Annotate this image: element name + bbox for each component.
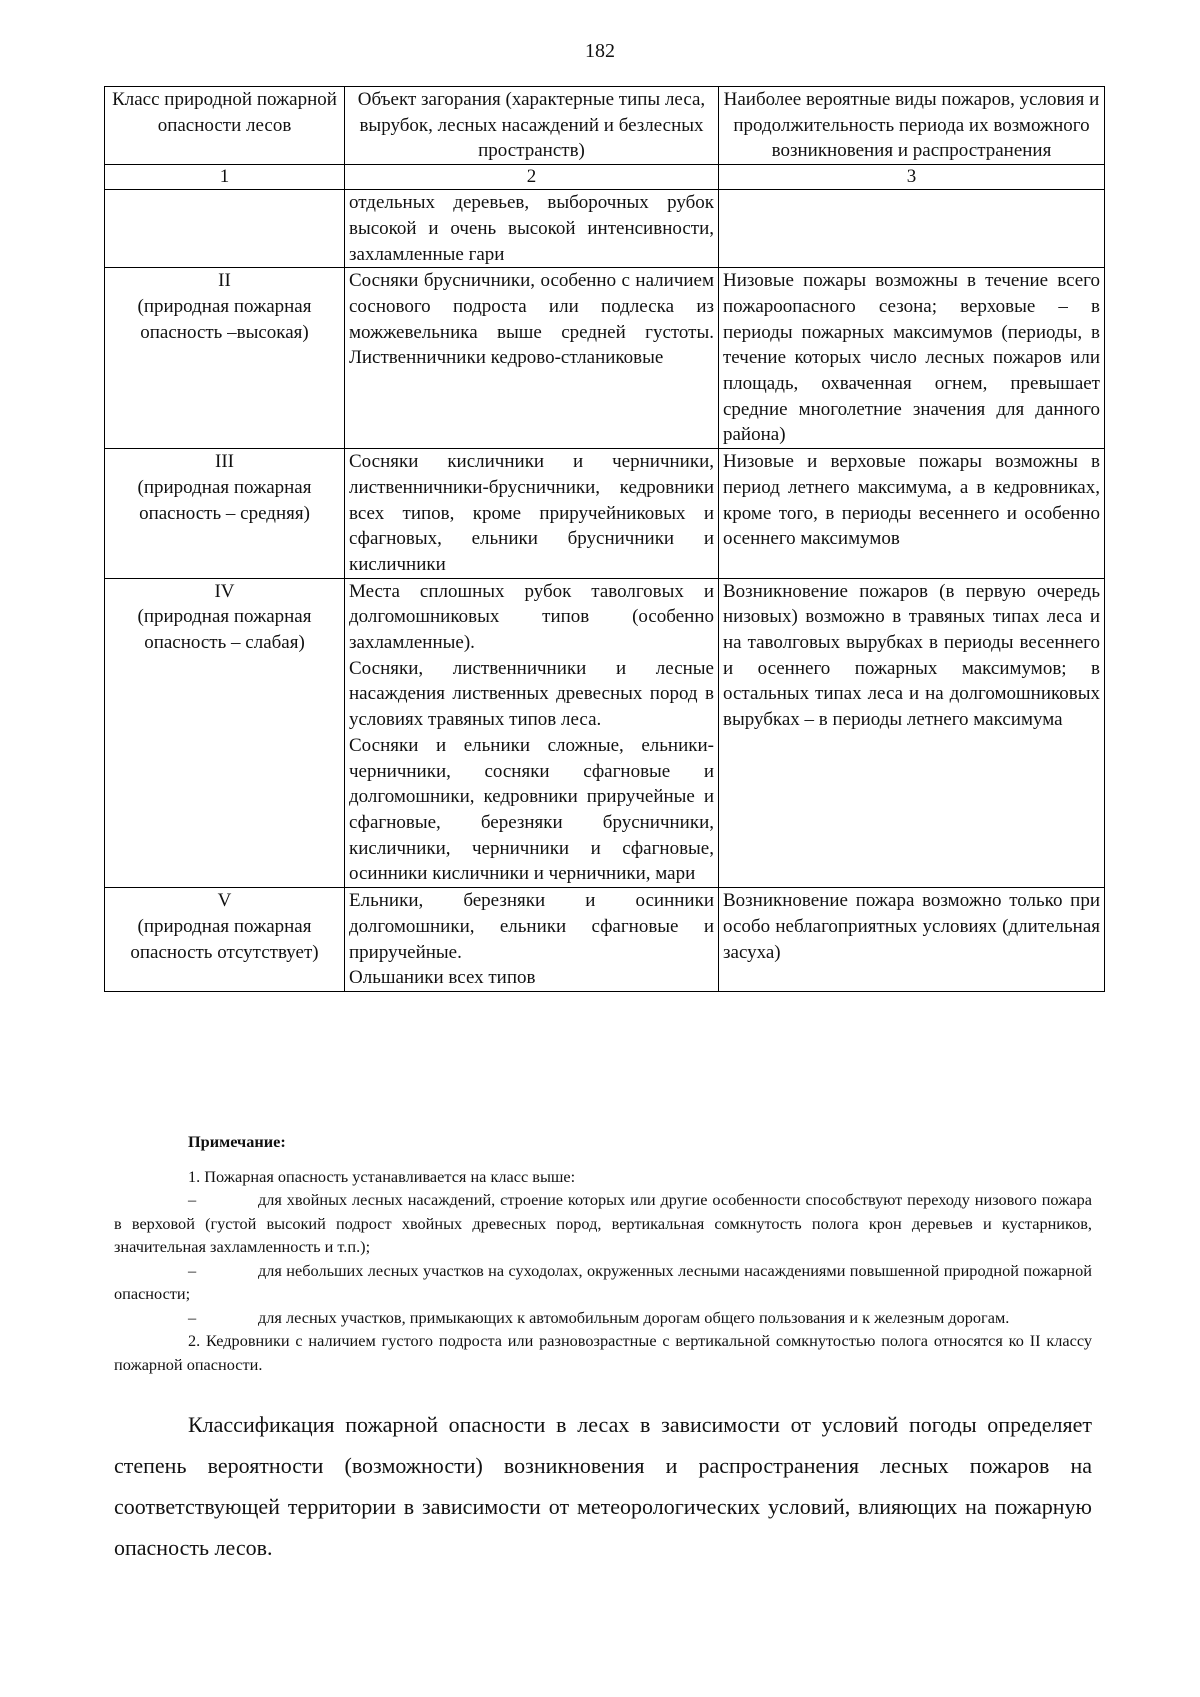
table-row <box>105 449 1105 579</box>
note-dash-text: для небольших лесных участков на суходолах, окруженных лесными насаждениями повышенной природной пожарной опасности; <box>114 1260 1092 1303</box>
object-text: Места сплошных рубок таволговых и долгомошниковых типов (особенно захламленные). <box>349 580 714 654</box>
object-text: Сосняки брусничники, особенно с наличием соснового подроста или подлеска из можжевельника выше средней густоты. Лиственничники кедрово-стланиковые <box>349 270 714 369</box>
note-item: 2. Кедровники с наличием густого подроста или разновозрастные с вертикальной сомкнутостью полога относятся ко II классу пожарной опасности. <box>114 1331 1092 1374</box>
fires-cell <box>719 190 1105 268</box>
class-cell <box>105 888 345 992</box>
object-cell <box>345 449 719 579</box>
dash-mark: – <box>188 1190 197 1209</box>
table-row <box>105 268 1105 449</box>
object-cell <box>345 578 719 887</box>
body-paragraph: Классификация пожарной опасности в лесах в зависимости от условий погоды определяет степень вероятности (возможности) возникновения и распространения лесных пожаров на соответствующей территории в зависимости от метеорологических условий, влияющих на пожарную опасность лесов. <box>114 1412 1092 1560</box>
column-number: 1 <box>105 165 345 190</box>
class-description: (природная пожарная опасность –высокая) <box>137 295 312 343</box>
class-cell <box>105 268 345 449</box>
object-text: Ольшаники всех типов <box>349 967 536 989</box>
dash-mark: – <box>188 1307 197 1327</box>
note-item: 1. Пожарная опасность устанавливается на класс выше: <box>188 1166 576 1186</box>
class-numeral: III <box>215 451 234 473</box>
class-cell <box>105 578 345 887</box>
fires-cell: Возникновение пожара возможно только при особо неблагоприятных условиях (длительная засуха) <box>719 888 1105 992</box>
class-description: (природная пожарная опасность – средняя) <box>137 476 312 524</box>
class-numeral: II <box>218 270 231 292</box>
header-fires: Наиболее вероятные виды пожаров, условия и продолжительность периода их возможного возникновения и распространения <box>719 87 1105 165</box>
table-header-row <box>105 87 1105 165</box>
class-cell <box>105 449 345 579</box>
header-object: Объект загорания (характерные типы леса, вырубок, лесных насаждений и безлесных пространств) <box>345 87 719 165</box>
header-class: Класс природной пожарной опасности лесов <box>105 87 345 165</box>
class-numeral: IV <box>214 580 235 602</box>
class-description: (природная пожарная опасность – слабая) <box>137 606 312 654</box>
page-number: 182 <box>585 40 615 62</box>
class-cell <box>105 190 345 268</box>
table-row <box>105 190 1105 268</box>
notes-title: Примечание: <box>188 1132 286 1151</box>
note-dash-item <box>114 1306 1092 1330</box>
note-dash-text: для лесных участков, примыкающих к автомобильным дорогам общего пользования и к железным дорогам. <box>258 1307 1010 1327</box>
object-text: Ельники, березняки и осинники долгомошники, ельники сфагновые и приручейные. <box>349 890 714 963</box>
table-row <box>105 578 1105 887</box>
object-cell <box>345 190 719 268</box>
notes-section <box>114 1130 1092 1376</box>
column-number: 3 <box>719 165 1105 190</box>
object-text: Сосняки кисличники и черничники, лиственничники-брусничники, кедровники всех типов, кроме приручейниковых и сфагновых, ельники брусничники и кисличники <box>349 451 714 575</box>
class-description: (природная пожарная опасность отсутствует) <box>130 915 319 963</box>
class-numeral: V <box>217 890 232 912</box>
dash-mark: – <box>188 1260 197 1280</box>
column-number: 2 <box>345 165 719 190</box>
object-cell <box>345 888 719 992</box>
table-row <box>105 888 1105 992</box>
fires-cell: Низовые пожары возможны в течение всего пожароопасного сезона; верховые – в периоды пожарных максимумов (периоды, в течение которых число лесных пожаров или площадь, охваченная огнем, превышает средние многолетние значения для данного района) <box>719 268 1105 449</box>
fires-cell: Низовые и верховые пожары возможны в период летнего максимума, а в кедровниках, кроме того, в периоды весеннего и особенно осеннего максимумов <box>719 449 1105 579</box>
note-dash-item <box>114 1188 1092 1259</box>
table-number-row <box>105 165 1105 190</box>
fire-danger-table <box>104 86 1105 992</box>
object-text: отдельных деревьев, выборочных рубок высокой и очень высокой интенсивности, захламленные гари <box>349 192 714 265</box>
note-dash-text: для хвойных лесных насаждений, строение которых или другие особенности способствуют переходу низового пожара в верховой (густой высокий подрост хвойных древесных пород, вертикальная сомкнутость полога крон деревьев и кустарников, значительная захламленность и т.п.); <box>114 1190 1092 1256</box>
note-dash-item <box>114 1259 1092 1306</box>
object-cell <box>345 268 719 449</box>
fires-cell: Возникновение пожаров (в первую очередь низовых) возможно в травяных типах леса и на таволговых вырубках в периоды весеннего и осеннего пожарных максимумов; в остальных типах леса и на долгомошниковых вырубках – в периоды летнего максимума <box>719 578 1105 887</box>
object-text: Сосняки и ельники сложные, ельники-черничники, сосняки сфагновые и долгомошники, кедровники приручейные и сфагновые, березняки брусничники, кисличники, черничники и сфагновые, осинники кисличники и черничники, мари <box>349 734 714 885</box>
object-text: Сосняки, лиственничники и лесные насаждения лиственных древесных пород в условиях травяных типов леса. <box>349 657 714 731</box>
